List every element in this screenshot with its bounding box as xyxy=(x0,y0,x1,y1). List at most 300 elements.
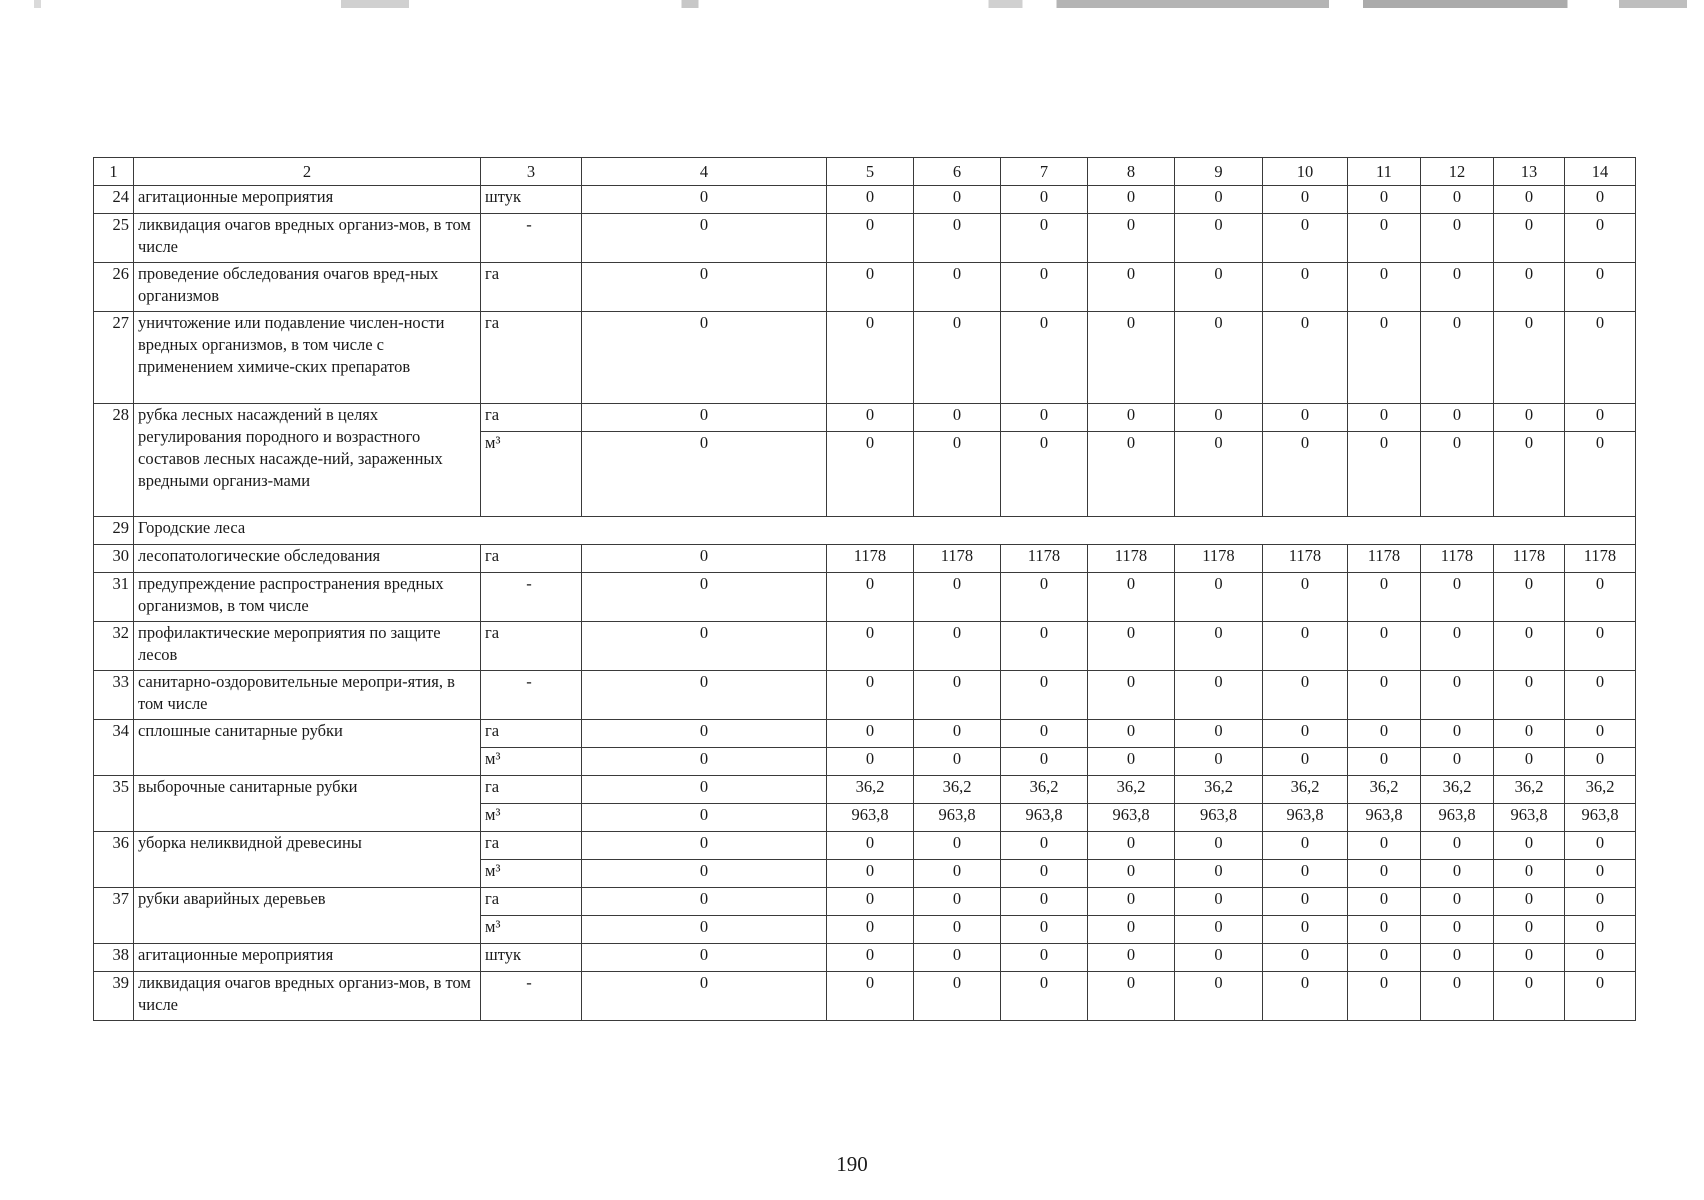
value-cell: 0 xyxy=(1348,888,1421,916)
value-cell: 0 xyxy=(1348,832,1421,860)
value-cell: 0 xyxy=(1565,944,1636,972)
value-cell: 0 xyxy=(1494,832,1565,860)
value-cell: 0 xyxy=(1001,404,1088,432)
activity-name: уборка неликвидной древесины xyxy=(134,832,481,888)
value-cell: 0 xyxy=(1175,720,1263,748)
row-number: 24 xyxy=(94,186,134,214)
forest-protection-table xyxy=(93,157,1636,1021)
value-cell: 0 xyxy=(1001,186,1088,214)
value-cell: 963,8 xyxy=(827,804,914,832)
activity-name: ликвидация очагов вредных организ-мов, в том числе xyxy=(134,972,481,1021)
value-cell: 0 xyxy=(1348,263,1421,312)
value-cell: 0 xyxy=(1348,944,1421,972)
value-cell: 963,8 xyxy=(1175,804,1263,832)
activity-name: предупреждение распространения вредных организмов, в том числе xyxy=(134,573,481,622)
value-cell: 0 xyxy=(914,573,1001,622)
value-cell: 0 xyxy=(582,720,827,748)
value-cell: 0 xyxy=(582,573,827,622)
value-cell: 0 xyxy=(582,972,827,1021)
value-cell: 0 xyxy=(582,888,827,916)
value-cell: 0 xyxy=(1263,748,1348,776)
value-cell: 0 xyxy=(1263,671,1348,720)
value-cell: 0 xyxy=(1421,622,1494,671)
value-cell: 0 xyxy=(1421,972,1494,1021)
value-cell: 0 xyxy=(1565,888,1636,916)
value-cell: 0 xyxy=(914,720,1001,748)
unit-cell: га xyxy=(481,888,582,916)
value-cell: 0 xyxy=(1421,888,1494,916)
value-cell: 0 xyxy=(1001,748,1088,776)
value-cell: 0 xyxy=(1421,404,1494,432)
value-cell: 0 xyxy=(1001,972,1088,1021)
activity-name: уничтожение или подавление числен-ности вредных организмов, в том числе с применением химиче-ских препаратов xyxy=(134,312,481,404)
value-cell: 0 xyxy=(1348,214,1421,263)
value-cell: 0 xyxy=(914,832,1001,860)
activity-name: выборочные санитарные рубки xyxy=(134,776,481,832)
value-cell: 0 xyxy=(827,916,914,944)
value-cell: 0 xyxy=(582,545,827,573)
value-cell: 0 xyxy=(1001,888,1088,916)
value-cell: 36,2 xyxy=(1565,776,1636,804)
value-cell: 0 xyxy=(1421,671,1494,720)
value-cell: 0 xyxy=(1494,860,1565,888)
value-cell: 0 xyxy=(582,671,827,720)
value-cell: 1178 xyxy=(1421,545,1494,573)
value-cell: 0 xyxy=(1565,748,1636,776)
value-cell: 0 xyxy=(1421,312,1494,404)
value-cell: 0 xyxy=(1001,622,1088,671)
value-cell: 0 xyxy=(914,622,1001,671)
value-cell: 0 xyxy=(827,860,914,888)
table-row xyxy=(94,404,1636,432)
value-cell: 0 xyxy=(1494,432,1565,517)
value-cell: 0 xyxy=(1001,573,1088,622)
unit-cell: га xyxy=(481,545,582,573)
row-number: 31 xyxy=(94,573,134,622)
value-cell: 0 xyxy=(1263,720,1348,748)
value-cell: 1178 xyxy=(1175,545,1263,573)
value-cell: 0 xyxy=(1421,832,1494,860)
value-cell: 0 xyxy=(1494,573,1565,622)
value-cell: 0 xyxy=(1565,432,1636,517)
value-cell: 0 xyxy=(582,916,827,944)
page-number: 190 xyxy=(836,1152,868,1176)
column-header: 5 xyxy=(827,158,914,186)
value-cell: 0 xyxy=(1565,720,1636,748)
value-cell: 0 xyxy=(1494,671,1565,720)
value-cell: 0 xyxy=(1088,432,1175,517)
row-number: 30 xyxy=(94,545,134,573)
value-cell: 0 xyxy=(1088,860,1175,888)
value-cell: 1178 xyxy=(827,545,914,573)
unit-cell: м³ xyxy=(481,748,582,776)
value-cell: 0 xyxy=(1565,312,1636,404)
value-cell: 0 xyxy=(1175,916,1263,944)
value-cell: 0 xyxy=(827,671,914,720)
value-cell: 0 xyxy=(1001,671,1088,720)
unit-cell: га xyxy=(481,832,582,860)
value-cell: 0 xyxy=(1088,888,1175,916)
value-cell: 0 xyxy=(914,432,1001,517)
header-row xyxy=(94,158,1636,186)
value-cell: 0 xyxy=(1175,888,1263,916)
table-row xyxy=(94,832,1636,860)
value-cell: 0 xyxy=(827,432,914,517)
value-cell: 0 xyxy=(1494,916,1565,944)
value-cell: 0 xyxy=(1088,214,1175,263)
value-cell: 0 xyxy=(1001,432,1088,517)
table-row xyxy=(94,545,1636,573)
value-cell: 36,2 xyxy=(1263,776,1348,804)
value-cell: 0 xyxy=(1421,432,1494,517)
value-cell: 0 xyxy=(1001,214,1088,263)
value-cell: 0 xyxy=(582,832,827,860)
value-cell: 0 xyxy=(914,186,1001,214)
value-cell: 0 xyxy=(582,432,827,517)
row-number: 26 xyxy=(94,263,134,312)
value-cell: 0 xyxy=(1421,944,1494,972)
unit-cell: м³ xyxy=(481,804,582,832)
value-cell: 0 xyxy=(1175,186,1263,214)
column-header: 12 xyxy=(1421,158,1494,186)
value-cell: 0 xyxy=(1263,860,1348,888)
value-cell: 1178 xyxy=(914,545,1001,573)
value-cell: 0 xyxy=(914,671,1001,720)
value-cell: 0 xyxy=(1263,622,1348,671)
value-cell: 0 xyxy=(1421,214,1494,263)
value-cell: 0 xyxy=(1565,214,1636,263)
row-number: 38 xyxy=(94,944,134,972)
value-cell: 0 xyxy=(1565,404,1636,432)
value-cell: 0 xyxy=(1494,720,1565,748)
value-cell: 0 xyxy=(1088,671,1175,720)
column-header: 4 xyxy=(582,158,827,186)
value-cell: 0 xyxy=(1421,263,1494,312)
value-cell: 0 xyxy=(1001,263,1088,312)
value-cell: 0 xyxy=(1088,748,1175,776)
column-header: 14 xyxy=(1565,158,1636,186)
value-cell: 0 xyxy=(1421,720,1494,748)
unit-cell: м³ xyxy=(481,860,582,888)
value-cell: 0 xyxy=(1088,186,1175,214)
table-row xyxy=(94,573,1636,622)
value-cell: 0 xyxy=(1175,214,1263,263)
value-cell: 963,8 xyxy=(1421,804,1494,832)
row-number: 25 xyxy=(94,214,134,263)
value-cell: 0 xyxy=(1175,404,1263,432)
value-cell: 0 xyxy=(1263,972,1348,1021)
value-cell: 0 xyxy=(1494,748,1565,776)
value-cell: 0 xyxy=(582,860,827,888)
table-row xyxy=(94,972,1636,1021)
value-cell: 963,8 xyxy=(1001,804,1088,832)
value-cell: 0 xyxy=(1263,312,1348,404)
activity-name: профилактические мероприятия по защите лесов xyxy=(134,622,481,671)
value-cell: 963,8 xyxy=(1565,804,1636,832)
value-cell: 0 xyxy=(827,573,914,622)
column-header: 1 xyxy=(94,158,134,186)
value-cell: 1178 xyxy=(1348,545,1421,573)
value-cell: 0 xyxy=(914,263,1001,312)
value-cell: 0 xyxy=(914,972,1001,1021)
value-cell: 0 xyxy=(1348,860,1421,888)
unit-cell: штук xyxy=(481,944,582,972)
table-row xyxy=(94,671,1636,720)
value-cell: 0 xyxy=(1088,312,1175,404)
value-cell: 0 xyxy=(1348,312,1421,404)
value-cell: 0 xyxy=(827,186,914,214)
column-header: 11 xyxy=(1348,158,1421,186)
value-cell: 1178 xyxy=(1263,545,1348,573)
value-cell: 0 xyxy=(1565,860,1636,888)
column-header: 9 xyxy=(1175,158,1263,186)
unit-cell: м³ xyxy=(481,916,582,944)
value-cell: 0 xyxy=(1494,312,1565,404)
activity-name: лесопатологические обследования xyxy=(134,545,481,573)
value-cell: 0 xyxy=(827,404,914,432)
activity-name: агитационные мероприятия xyxy=(134,944,481,972)
value-cell: 0 xyxy=(1565,916,1636,944)
column-header: 3 xyxy=(481,158,582,186)
value-cell: 0 xyxy=(1263,832,1348,860)
value-cell: 36,2 xyxy=(1001,776,1088,804)
activity-name: агитационные мероприятия xyxy=(134,186,481,214)
value-cell: 0 xyxy=(914,404,1001,432)
value-cell: 963,8 xyxy=(1348,804,1421,832)
table-row xyxy=(94,888,1636,916)
value-cell: 0 xyxy=(1088,404,1175,432)
activity-name: проведение обследования очагов вред-ных организмов xyxy=(134,263,481,312)
table-row xyxy=(94,263,1636,312)
value-cell: 0 xyxy=(1263,214,1348,263)
value-cell: 0 xyxy=(1494,972,1565,1021)
value-cell: 0 xyxy=(1348,432,1421,517)
value-cell: 0 xyxy=(1263,404,1348,432)
value-cell: 0 xyxy=(1348,720,1421,748)
value-cell: 0 xyxy=(1421,573,1494,622)
value-cell: 36,2 xyxy=(827,776,914,804)
value-cell: 0 xyxy=(1494,186,1565,214)
value-cell: 0 xyxy=(1001,916,1088,944)
value-cell: 0 xyxy=(827,312,914,404)
value-cell: 0 xyxy=(1088,972,1175,1021)
activity-name: рубки аварийных деревьев xyxy=(134,888,481,944)
value-cell: 0 xyxy=(582,312,827,404)
value-cell: 36,2 xyxy=(1175,776,1263,804)
value-cell: 0 xyxy=(1494,888,1565,916)
value-cell: 0 xyxy=(827,888,914,916)
value-cell: 0 xyxy=(1001,832,1088,860)
activity-name: ликвидация очагов вредных организ-мов, в том числе xyxy=(134,214,481,263)
value-cell: 0 xyxy=(1263,432,1348,517)
value-cell: 0 xyxy=(582,214,827,263)
value-cell: 0 xyxy=(1421,186,1494,214)
value-cell: 0 xyxy=(1088,916,1175,944)
table-row xyxy=(94,776,1636,804)
value-cell: 0 xyxy=(1348,916,1421,944)
value-cell: 0 xyxy=(1175,944,1263,972)
value-cell: 0 xyxy=(582,263,827,312)
value-cell: 0 xyxy=(1175,312,1263,404)
value-cell: 0 xyxy=(1565,622,1636,671)
value-cell: 0 xyxy=(1348,186,1421,214)
unit-cell: га xyxy=(481,720,582,748)
value-cell: 963,8 xyxy=(914,804,1001,832)
value-cell: 0 xyxy=(1175,573,1263,622)
value-cell: 36,2 xyxy=(1421,776,1494,804)
value-cell: 1178 xyxy=(1494,545,1565,573)
row-number: 32 xyxy=(94,622,134,671)
column-header: 2 xyxy=(134,158,481,186)
value-cell: 0 xyxy=(1565,671,1636,720)
row-number: 34 xyxy=(94,720,134,776)
table-row xyxy=(94,944,1636,972)
table-row xyxy=(94,720,1636,748)
value-cell: 0 xyxy=(1001,720,1088,748)
column-header: 13 xyxy=(1494,158,1565,186)
value-cell: 0 xyxy=(1348,622,1421,671)
value-cell: 0 xyxy=(1421,860,1494,888)
value-cell: 36,2 xyxy=(1348,776,1421,804)
value-cell: 0 xyxy=(1088,832,1175,860)
section-row xyxy=(94,517,1636,545)
unit-cell: га xyxy=(481,404,582,432)
unit-cell: - xyxy=(481,671,582,720)
value-cell: 0 xyxy=(1001,860,1088,888)
value-cell: 0 xyxy=(1263,888,1348,916)
value-cell: 0 xyxy=(827,972,914,1021)
value-cell: 0 xyxy=(1565,972,1636,1021)
value-cell: 0 xyxy=(1348,573,1421,622)
value-cell: 0 xyxy=(1088,263,1175,312)
table-row xyxy=(94,312,1636,404)
value-cell: 0 xyxy=(582,186,827,214)
value-cell: 0 xyxy=(1565,573,1636,622)
value-cell: 0 xyxy=(914,916,1001,944)
column-header: 6 xyxy=(914,158,1001,186)
value-cell: 0 xyxy=(827,832,914,860)
unit-cell: га xyxy=(481,263,582,312)
value-cell: 0 xyxy=(1565,832,1636,860)
column-header: 8 xyxy=(1088,158,1175,186)
row-number: 27 xyxy=(94,312,134,404)
value-cell: 0 xyxy=(914,944,1001,972)
row-number: 35 xyxy=(94,776,134,832)
value-cell: 0 xyxy=(1088,622,1175,671)
row-number: 33 xyxy=(94,671,134,720)
value-cell: 0 xyxy=(1348,404,1421,432)
activity-name: рубка лесных насаждений в целях регулирования породного и возрастного составов лесных насажде-ний, зараженных вредными организ-мами xyxy=(134,404,481,517)
value-cell: 0 xyxy=(1263,573,1348,622)
value-cell: 0 xyxy=(1263,916,1348,944)
value-cell: 0 xyxy=(1175,432,1263,517)
value-cell: 0 xyxy=(914,748,1001,776)
value-cell: 0 xyxy=(1348,972,1421,1021)
value-cell: 0 xyxy=(1175,622,1263,671)
value-cell: 0 xyxy=(1001,312,1088,404)
unit-cell: га xyxy=(481,622,582,671)
value-cell: 0 xyxy=(1263,944,1348,972)
table-row xyxy=(94,186,1636,214)
row-number: 28 xyxy=(94,404,134,517)
column-header: 7 xyxy=(1001,158,1088,186)
value-cell: 0 xyxy=(1175,263,1263,312)
value-cell: 0 xyxy=(1348,671,1421,720)
value-cell: 0 xyxy=(1088,573,1175,622)
value-cell: 0 xyxy=(1494,214,1565,263)
value-cell: 0 xyxy=(914,214,1001,263)
activity-name: сплошные санитарные рубки xyxy=(134,720,481,776)
value-cell: 0 xyxy=(1494,622,1565,671)
value-cell: 0 xyxy=(1088,944,1175,972)
value-cell: 0 xyxy=(1348,748,1421,776)
unit-cell: га xyxy=(481,776,582,804)
row-number: 37 xyxy=(94,888,134,944)
value-cell: 0 xyxy=(914,860,1001,888)
value-cell: 963,8 xyxy=(1263,804,1348,832)
value-cell: 0 xyxy=(827,263,914,312)
value-cell: 0 xyxy=(914,888,1001,916)
value-cell: 0 xyxy=(582,622,827,671)
value-cell: 0 xyxy=(1175,748,1263,776)
value-cell: 0 xyxy=(827,214,914,263)
scan-top-edge xyxy=(0,0,1704,8)
value-cell: 0 xyxy=(827,748,914,776)
value-cell: 0 xyxy=(1421,748,1494,776)
value-cell: 36,2 xyxy=(1494,776,1565,804)
value-cell: 36,2 xyxy=(1088,776,1175,804)
section-title: Городские леса xyxy=(134,517,1636,545)
value-cell: 0 xyxy=(1175,832,1263,860)
unit-cell: - xyxy=(481,214,582,263)
value-cell: 0 xyxy=(1001,944,1088,972)
column-header: 10 xyxy=(1263,158,1348,186)
value-cell: 0 xyxy=(914,312,1001,404)
value-cell: 1178 xyxy=(1565,545,1636,573)
value-cell: 1178 xyxy=(1088,545,1175,573)
value-cell: 0 xyxy=(827,720,914,748)
value-cell: 0 xyxy=(1494,404,1565,432)
value-cell: 0 xyxy=(827,622,914,671)
unit-cell: штук xyxy=(481,186,582,214)
value-cell: 963,8 xyxy=(1494,804,1565,832)
value-cell: 0 xyxy=(1494,944,1565,972)
value-cell: 0 xyxy=(1263,186,1348,214)
value-cell: 36,2 xyxy=(914,776,1001,804)
unit-cell: - xyxy=(481,573,582,622)
unit-cell: м³ xyxy=(481,432,582,517)
value-cell: 0 xyxy=(1494,263,1565,312)
activity-name: санитарно-оздоровительные меропри-ятия, в том числе xyxy=(134,671,481,720)
value-cell: 0 xyxy=(1263,263,1348,312)
value-cell: 0 xyxy=(582,404,827,432)
value-cell: 0 xyxy=(582,776,827,804)
table-row xyxy=(94,214,1636,263)
value-cell: 0 xyxy=(582,944,827,972)
value-cell: 0 xyxy=(1565,263,1636,312)
value-cell: 1178 xyxy=(1001,545,1088,573)
value-cell: 0 xyxy=(1175,860,1263,888)
value-cell: 0 xyxy=(582,748,827,776)
table-row xyxy=(94,622,1636,671)
value-cell: 0 xyxy=(582,804,827,832)
value-cell: 0 xyxy=(1565,186,1636,214)
row-number: 39 xyxy=(94,972,134,1021)
value-cell: 0 xyxy=(1088,720,1175,748)
unit-cell: га xyxy=(481,312,582,404)
value-cell: 0 xyxy=(1175,671,1263,720)
unit-cell: - xyxy=(481,972,582,1021)
